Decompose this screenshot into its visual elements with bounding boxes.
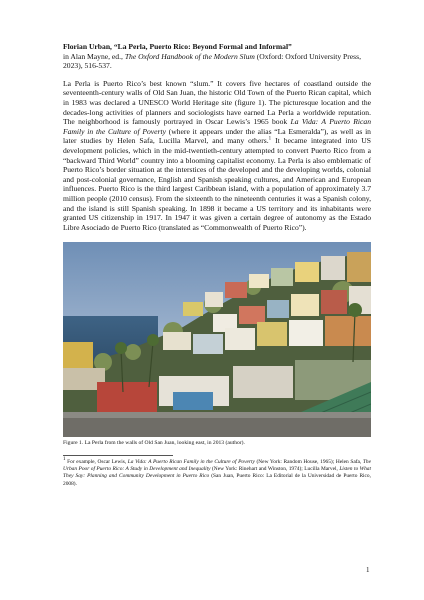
paragraph-part-2: (where it appears under the alias “La Esmeralda”), as well as in later studies by Helen Safa, Lucilla Marvel, and many others. bbox=[63, 126, 371, 146]
footnote-title-2: The Urban Poor of Puerto Rico: A Study in Development and Inequality bbox=[63, 459, 371, 473]
paragraph-part-3: It became integrated into US development policies, which in the mid-twentieth-century attempted to convert Puerto Rico from a “backward Third World” country into a blooming capitalist economy. La Perla is also emblematic of Puerto Rico’s border situation at the interstices of the developed and the developing worlds, colonial and post-colonial governance, English and Spanish speaking cultures, and American and European influences. Puerto Rico is the third largest Caribbean island, with a population of approximately 3.7 million people (2010 census). From the sixteenth to the nineteenth centuries it was a Spanish colony, and the island is still Spanish speaking. In 1898 it became a US territory and its inhabitants were granted US citizenship in 1917. In 1947 it was given a certain degree of autonomy as the Estado Libre Asociado de Puerto Rico (translated as “Commonwealth of Puerto Rico”). bbox=[63, 136, 371, 232]
footnote-divider bbox=[63, 455, 173, 456]
footnote-title-3: Listen to What They Say: Planning and Community Development in Puerto Rico bbox=[63, 466, 371, 480]
citation-header bbox=[63, 42, 371, 71]
footnote-text-3: (New York: Rinehart and Winston, 1974); Lucilla Marvel, bbox=[212, 466, 338, 473]
book-title: The Oxford Handbook of the Modern Slum bbox=[124, 51, 255, 61]
footnote-title-1: La Vida: A Puerto Rican Family in the Culture of Poverty bbox=[127, 459, 255, 466]
footnote-text-1: For example, Oscar Lewis, bbox=[67, 459, 127, 466]
page-number: 1 bbox=[366, 566, 370, 574]
citation-prefix: in Alan Mayne, ed., bbox=[63, 51, 123, 61]
intro-paragraph bbox=[63, 79, 371, 233]
citation-suffix: (Oxford: Oxford University Press, 2023), 516-537. bbox=[63, 51, 361, 71]
footnote-reference[interactable]: 1 bbox=[268, 136, 272, 142]
footnote-1 bbox=[63, 459, 371, 487]
footnote-number: 1 bbox=[63, 457, 66, 463]
la-perla-photo bbox=[63, 242, 371, 437]
footnote-text-4: (San Juan, Puerto Rico: La Editorial de la Universidad de Puerto Rico, 2008). bbox=[63, 473, 371, 487]
paragraph-part-1: La Perla is Puerto Rico’s best known “slum.” It covers five hectares of coastland outside the seventeenth-century walls of Old San Juan, the historic Old Town of the Puerto Rican capital, which in 1983 was declared a UNESCO World Heritage site (figure 1). The picturesque location and the decades-long activities of planners and sociologists have earned La Perla a worldwide reputation. The neighborhood is famously portrayed in Oscar Lewis’s 1965 book bbox=[63, 78, 371, 127]
footnote-text-2: (New York: Random House, 1965); Helen Safa, bbox=[256, 459, 362, 466]
paper-page bbox=[63, 42, 371, 488]
figure-caption: Figure 1. La Perla from the walls of Old San Juan, looking east, in 2013 (author). bbox=[63, 440, 245, 447]
lewis-book-title: La Vida: A Puerto Rican Family in the Culture of Poverty bbox=[63, 117, 371, 136]
chapter-title: Florian Urban, “La Perla, Puerto Rico: Beyond Formal and Informal” bbox=[63, 42, 292, 51]
